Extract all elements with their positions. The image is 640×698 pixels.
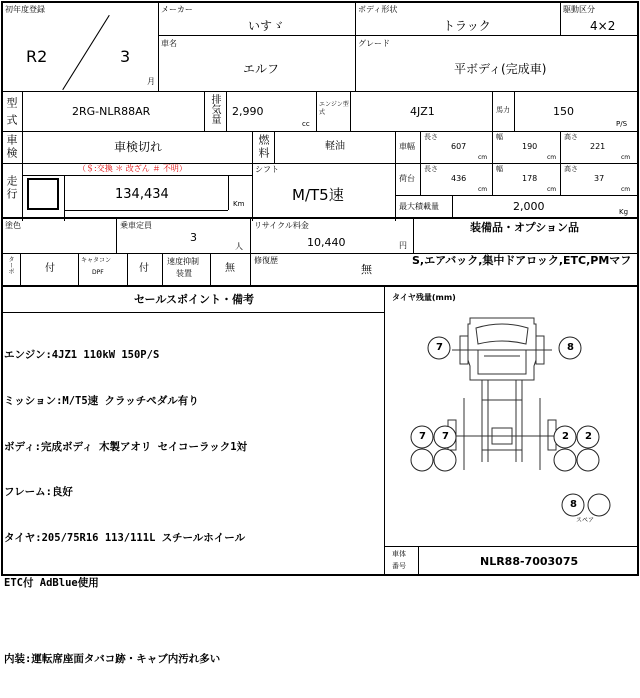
sales-point-line: フレーム:良好: [4, 486, 73, 499]
chassis-number-label-2: 番号: [392, 562, 406, 570]
mileage-label: 走行: [5, 175, 18, 201]
equipment-label: 装備品・オプション品: [470, 221, 580, 234]
sales-point-line: ボディ:完成ボディ 木製アオリ セイコーラック1対: [4, 440, 248, 453]
capacity-unit: 人: [235, 242, 243, 251]
repair-history-label: 修復歴: [254, 256, 278, 265]
truck-chassis-outline: [446, 318, 558, 470]
tire-rear-left-outer-lower: [411, 449, 433, 471]
body-shape-value: トラック: [443, 19, 491, 33]
sales-point-line: 内装:運転席座面タバコ跡・キャブ内汚れ多い: [4, 653, 221, 666]
rule: [316, 91, 317, 131]
bed-length-unit: cm: [478, 186, 488, 193]
rule: [492, 91, 493, 131]
rule: [1, 312, 384, 313]
sales-points-list: [4, 318, 247, 698]
bed-width-unit: cm: [547, 186, 557, 193]
equipment-clip: [412, 254, 637, 268]
rule: [20, 253, 21, 285]
first-registration-era-year: R2: [26, 47, 48, 66]
rule: [162, 253, 163, 285]
chassis-number-value: NLR88-7003075: [480, 555, 579, 568]
displacement-label: 排気量: [209, 94, 220, 124]
cabin-width-value: 190: [522, 142, 538, 151]
mileage-checkbox: [27, 178, 59, 210]
repair-history-value: 無: [361, 263, 372, 276]
mileage-value: 134,434: [115, 187, 169, 202]
rule: [158, 35, 638, 36]
sales-point-line: ミッション:M/T5速 クラッチペダル有り: [4, 395, 199, 408]
rule: [127, 253, 128, 285]
horsepower-label: 馬力: [496, 106, 510, 114]
rule: [350, 91, 351, 131]
bed-width-label: 幅: [496, 165, 503, 173]
tire-rear-right-inner-value: 2: [562, 431, 569, 442]
horsepower-value: 150: [553, 105, 574, 118]
rule: [413, 217, 414, 253]
sales-points-title: セールスポイント・備考: [134, 293, 255, 306]
equipment-value: S,エアバック,集中ドアロック,ETC,PMマフ: [412, 254, 632, 267]
border-top: [1, 1, 639, 3]
cabin-width-label: 幅: [496, 133, 503, 141]
bed-width-value: 178: [522, 174, 538, 183]
car-name-label: 車名: [161, 39, 177, 48]
tire-rear-right-outer-lower: [577, 449, 599, 471]
inspection-value: 車検切れ: [114, 140, 163, 154]
mileage-unit: Km: [233, 200, 245, 208]
rule: [384, 546, 638, 547]
engine-model-label: エンジン型式: [319, 101, 349, 116]
bed-height-unit: cm: [621, 186, 631, 193]
bed-height-value: 37: [594, 174, 605, 183]
rule: [78, 253, 79, 285]
chassis-number-label-1: 車体: [392, 550, 406, 558]
rule: [1, 285, 639, 287]
speed-limiter-value: 無: [225, 263, 235, 274]
tire-rear-left-inner-lower: [434, 449, 456, 471]
capacity-value: 3: [190, 231, 197, 244]
cabin-height-label: 高さ: [564, 133, 578, 141]
tire-diagram: [384, 300, 638, 546]
body-shape-label: ボディ形状: [358, 5, 398, 14]
first-registration-month-unit: 月: [147, 77, 155, 86]
rule: [1, 217, 639, 219]
rule: [514, 91, 515, 131]
tire-circles: [411, 337, 610, 516]
cabin-length-value: 607: [451, 142, 467, 151]
sales-point-line: エンジン:4JZ1 110kW 150P/S: [4, 349, 160, 362]
windshield: [476, 324, 528, 344]
date-slash: [62, 15, 109, 90]
rule: [22, 91, 23, 221]
shift-value: M/T5速: [292, 186, 344, 204]
bed-length-value: 436: [451, 174, 467, 183]
tire-rear-right-inner-lower: [554, 449, 576, 471]
bed-dims-label: 荷台: [399, 174, 415, 183]
rule: [560, 1, 561, 35]
fuel-label: 燃料: [257, 134, 270, 160]
rule: [418, 546, 419, 576]
tire-front-right-value: 8: [567, 342, 574, 353]
cabin-width-unit: cm: [547, 154, 557, 161]
model-value: 2RG-NLR88AR: [72, 105, 151, 118]
border-left: [1, 1, 3, 576]
rule: [64, 175, 65, 221]
rule: [1, 131, 639, 132]
tire-spare-right: [588, 494, 610, 516]
rule: [452, 195, 453, 217]
tire-rear-right-outer-value: 2: [585, 431, 592, 442]
maker-label: メーカー: [161, 5, 193, 14]
cabin-length-label: 長さ: [424, 133, 438, 141]
tire-spare-value: 8: [570, 499, 577, 510]
cab-floor: [478, 350, 526, 374]
rule: [274, 131, 275, 163]
drive-label: 駆動区分: [563, 5, 595, 14]
rule: [116, 217, 117, 253]
model-label: 型式: [5, 97, 18, 131]
tire-rear-left-outer-value: 7: [419, 431, 426, 442]
tire-spare-label: スペア: [576, 517, 595, 524]
shift-label: シフト: [255, 165, 279, 174]
inspection-label: 車検: [5, 134, 18, 160]
recycle-label: リサイクル料金: [254, 221, 309, 230]
speed-limiter-label-2: 装置: [176, 269, 192, 278]
recycle-unit: 円: [399, 241, 407, 250]
tire-depth-title: タイヤ残量(mm): [392, 293, 456, 302]
rule: [395, 131, 396, 221]
max-load-label: 最大積載量: [399, 202, 439, 211]
capacity-label: 乗車定員: [120, 221, 152, 230]
rule: [22, 175, 252, 176]
catalyst-value: 付: [139, 263, 149, 274]
grade-label: グレード: [358, 39, 390, 48]
displacement-value: 2,990: [232, 105, 264, 118]
rule: [158, 1, 159, 91]
bed-length-label: 長さ: [424, 165, 438, 173]
rule: [226, 91, 227, 131]
tire-front-left-value: 7: [436, 342, 443, 353]
rule: [210, 253, 211, 285]
rule: [1, 91, 639, 92]
car-name-value: エルフ: [243, 62, 280, 76]
sales-point-line: ETC付 AdBlue使用: [4, 577, 99, 590]
cabin-dims-label: 車幅: [399, 142, 415, 151]
max-load-value: 2,000: [513, 200, 545, 213]
first-registration-label: 初年度登録: [5, 5, 45, 14]
turbo-value: 付: [45, 263, 55, 274]
horsepower-unit: P/S: [616, 120, 628, 128]
speed-limiter-label-1: 速度抑制: [167, 257, 199, 266]
rule: [228, 175, 229, 210]
first-registration-month: 3: [120, 47, 131, 66]
rule: [395, 163, 639, 164]
rule: [355, 1, 356, 91]
cabin-length-unit: cm: [478, 154, 488, 161]
rule: [252, 131, 253, 221]
cabin-height-unit: cm: [621, 154, 631, 161]
turbo-label: ターボ: [7, 256, 14, 274]
recycle-value: 10,440: [307, 236, 346, 249]
bed-height-label: 高さ: [564, 165, 578, 173]
tire-rear-left-inner-value: 7: [442, 431, 449, 442]
rule: [64, 210, 228, 211]
maker-value: いすゞ: [248, 19, 285, 33]
grade-value: 平ボディ(完成車): [454, 62, 547, 76]
rule: [395, 195, 639, 196]
catalyst-label-2: DPF: [92, 269, 104, 276]
sales-point-line: タイヤ:205/75R16 113/111L スチールホイール: [4, 531, 246, 544]
drive-value: 4×2: [590, 19, 616, 33]
max-load-unit: Kg: [619, 208, 629, 216]
rule: [204, 91, 205, 131]
rule: [250, 217, 251, 285]
mileage-note: （＄:交換 ＊ 改ざん ＃ 不明）: [78, 164, 187, 173]
displacement-unit: cc: [302, 120, 310, 128]
catalyst-label-1: キャタコン: [81, 257, 112, 264]
rule: [252, 163, 395, 164]
color-label: 塗色: [5, 221, 21, 230]
fuel-value: 軽油: [325, 141, 345, 152]
engine-model-value: 4JZ1: [410, 105, 435, 118]
cabin-height-value: 221: [590, 142, 606, 151]
